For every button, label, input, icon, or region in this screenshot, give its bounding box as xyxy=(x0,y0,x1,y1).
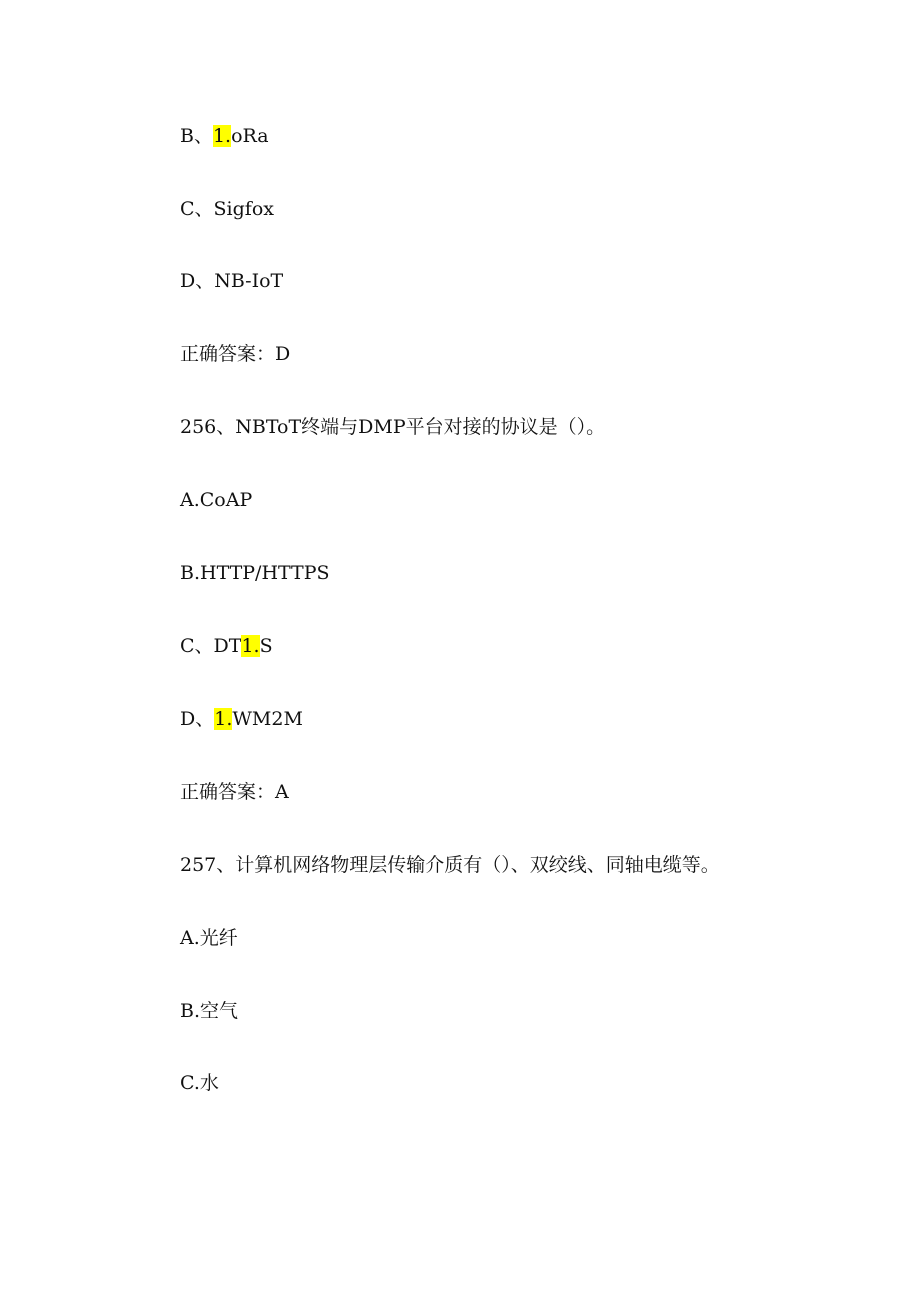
answer-255 xyxy=(180,341,290,367)
line-text: S xyxy=(259,635,273,657)
line-text: A.CoAP xyxy=(180,489,253,511)
option-b-http xyxy=(180,560,330,586)
line-text: oRa xyxy=(231,125,269,147)
line-text: B.空气 xyxy=(180,1000,239,1022)
line-text: B、 xyxy=(180,125,213,147)
line-text: A.光纤 xyxy=(180,927,238,949)
option-a-fiber xyxy=(180,925,238,951)
question-257 xyxy=(180,852,720,878)
line-text: B.HTTP/HTTPS xyxy=(180,562,330,584)
option-b-lora xyxy=(180,123,269,149)
line-text: C、Sigfox xyxy=(180,198,274,220)
line-text: D、 xyxy=(180,708,215,730)
option-d-nbiot xyxy=(180,268,283,294)
line-text: C、DT xyxy=(180,635,242,657)
line-text: 257、计算机网络物理层传输介质有（）、双绞线、同轴电缆等。 xyxy=(180,854,720,876)
highlighted-text: 1. xyxy=(212,125,232,147)
line-text: 正确答案：A xyxy=(180,781,289,803)
line-text: 256、NBToT终端与DMP平台对接的协议是（）。 xyxy=(180,416,606,438)
highlighted-text: 1. xyxy=(214,708,233,730)
question-256 xyxy=(180,414,605,440)
line-text: D、NB-IoT xyxy=(180,270,284,292)
option-b-air xyxy=(180,998,238,1024)
option-c-sigfox xyxy=(180,196,274,222)
option-a-coap xyxy=(180,487,252,513)
option-c-dtls xyxy=(180,633,273,659)
option-c-water xyxy=(180,1070,219,1096)
line-text: WM2M xyxy=(232,708,303,730)
option-d-lwm2m xyxy=(180,706,303,732)
line-text: C.水 xyxy=(180,1072,219,1094)
line-text: 正确答案：D xyxy=(180,343,291,365)
answer-256 xyxy=(180,779,289,805)
highlighted-text: 1. xyxy=(241,635,260,657)
